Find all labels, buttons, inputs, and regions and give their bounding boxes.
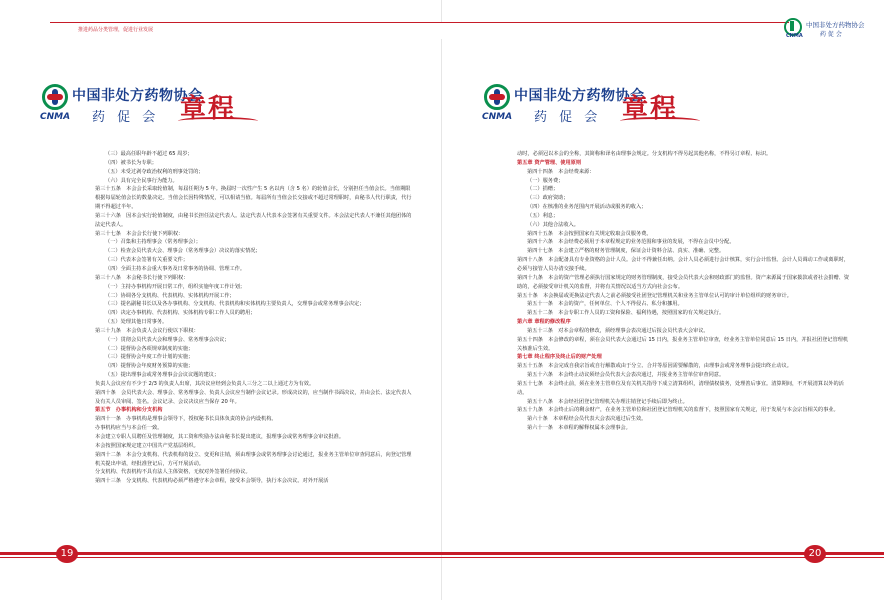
article-line: 第四十三条 分支机构、代表机构必须严格遵守本会章程，接受本会领导，执行本会决议。对外开展活 — [95, 478, 329, 485]
article-line: 第三十八条 本会秘书长行使下列职权： — [95, 274, 189, 281]
section-heading: 第五节 办事机构和分支机构 — [95, 407, 163, 414]
header-abbreviation: CNMA — [786, 33, 803, 39]
association-brand — [482, 82, 722, 127]
article-line: 第六十条 本章程经会员代表大会表决通过后生效。 — [527, 416, 647, 423]
header-small-logo — [784, 18, 874, 42]
article-line: 第五十九条 本会终止后的剩余财产，在业务主管单位和社团登记管理机关的监督下，按照国家有关规定，用于发展与本会宗旨相关的事业。 — [517, 407, 839, 414]
article-line: 第四十八条 本会配备具有专业资格的会计人员。会计不得兼任出纳。会计人员必须进行会计核算，实行会计监督。会计人员调动工作或离职时，必须与接管人员办清交接手续。 — [517, 257, 850, 272]
right-page-text — [517, 150, 852, 433]
article-line: （一）贯彻会员代表大会和理事会、常务理事会决议； — [105, 336, 230, 343]
left-page-text — [95, 150, 415, 486]
article-line: （二）协调各分支机构、代表机构、实体机构开展工作； — [105, 292, 235, 299]
article-line: 第三十六条 因本会实行轮值制度，由秘书长担任法定代表人。法定代表人代表本会签署有关重要文件。本会法定代表人不兼任其他团体的法定代表人。 — [95, 212, 412, 228]
logo-abbreviation: CNMA — [40, 112, 71, 122]
article-line: （六）其他合法收入。 — [527, 221, 579, 228]
article-line: （四）被书长为专职； — [105, 159, 157, 166]
page-footer — [0, 545, 442, 563]
article-line: 动时，必须冠以本会的全称，其简称和译名由理事会规定。分支机构不得另起其他名称，不得另订章程、标识。 — [517, 151, 772, 157]
page-number: 19 — [56, 545, 78, 563]
article-line: （二）检查会员代表大会、理事会（常务理事会）决议的落实情况； — [105, 248, 261, 255]
organization-name: 中国非处方药物协会 — [72, 88, 203, 104]
article-line: （一）服务费； — [527, 177, 564, 184]
article-line: 第四十六条 本会经费必须用于本章程规定的业务范围和事业的发展，不得在会员中分配。 — [527, 239, 735, 246]
article-line: 第五十八条 本会经社团登记管理机关办理注销登记手续后即为终止。 — [527, 398, 688, 405]
organization-subname: 药 促 会 — [92, 110, 160, 125]
article-line: 第五十六条 本会终止动议须经会员代表大会表决通过，并报业务主管单位审查同意。 — [527, 372, 725, 379]
article-line: （一）召集和主持理事会（常务理事会）； — [105, 239, 201, 246]
right-page — [442, 0, 884, 600]
article-line: 第三十五条 本会会长采取轮值制，每届任期为 5 年。换届时一次性产生 5 名以内（含 5 名）的轮值会长，分别担任当值会长。当值期限根据每届轮值会长的数量决定。当值会长因特殊情况，可以相请当值。每届所有当值会长交接或不超过常理职时，由秘书人代行职责，代行期不得超过半年。 — [95, 186, 412, 211]
section-heading: 第七章 终止程序及终止后的财产处理 — [517, 354, 602, 361]
article-line: 第五十条 本会换届或更换法定代表人之前必须接受社团登记管理机关和业务主管单位认可的审计单位组织的财务审计。 — [517, 292, 792, 299]
page-footer — [442, 545, 884, 563]
section-heading: 第六章 章程的修改程序 — [517, 319, 571, 326]
article-line: 本会按照国家规定建立中国共产党基层组织。 — [95, 442, 199, 449]
article-line: 第五十四条 本会修改的章程，须在会员代表大会通过后 15 日内，报业务主管单位审查，经业务主管单位同意后 15 日内，并报社团登记管理机关核准后生效。 — [517, 336, 849, 352]
header-org-name: 中国非处方药物协会 — [806, 21, 865, 29]
article-line: 第三十七条 本会会长行使下列职权： — [95, 230, 184, 237]
article-line: 第五十一条 本会的资产，任何单位、个人不得侵占、私分和挪用。 — [527, 301, 683, 308]
article-line: （六）具有完全民事行为能力。 — [105, 177, 178, 184]
article-line: 办事机构应当与本会任一致。 — [95, 425, 163, 432]
document-title: 章程 — [622, 94, 679, 124]
title-swoosh — [178, 117, 258, 125]
document-title: 章程 — [180, 94, 237, 124]
article-line: （一）主持办事机构开展日常工作，组织实施年度工作计划； — [105, 283, 246, 290]
header-org-subname: 药 促 会 — [820, 31, 842, 38]
page-number: 20 — [804, 545, 826, 563]
article-line: 第四十四条 本会经费来源： — [527, 168, 595, 175]
organization-subname: 药 促 会 — [534, 110, 602, 125]
article-line: 第五十七条 本会终止前，须在业务主管单位及有关机关指导下成立清算组织，清理债权债务，处理善后事宜。清算期间，不开展清算以外的活动。 — [517, 380, 844, 396]
association-brand — [40, 82, 280, 127]
article-line: 第五十三条 对本会章程的修改，须经理事会表决通过后报会员代表大会审议。 — [527, 327, 709, 334]
article-line: 分支机构、代表机构不具有法人主体资格，无权对外签署任何协议。 — [95, 469, 251, 476]
article-line: （五）处理其他日常事务。 — [105, 319, 168, 326]
header-rule — [442, 22, 789, 39]
article-line: （三）政府资助； — [527, 195, 569, 202]
article-line: （二）提督协会各项规章制度的实施； — [105, 345, 194, 352]
article-line: （四）在核准的业务范围内开展活动或服务的收入； — [527, 204, 647, 211]
article-line: 第四十七条 本会建立严格的财务管理制度，保证会计资料合法、真实、准确、完整。 — [527, 248, 725, 255]
article-line: 本会建立专职人员聘任及管理制度，其工资和奖励办法由秘书长提出建议，报理事会或常务理事会审议批准。 — [95, 434, 345, 440]
header-tagline: 推进药品分类管理，促进行业发展 — [78, 27, 154, 33]
article-line: （三）提督协会年度工作计划的实施； — [105, 354, 194, 361]
article-line: 第五十二条 本会专职工作人员的工资和保险、福利待遇，按照国家的有关规定执行。 — [527, 310, 725, 317]
article-line: 第六十一条 本章程的解释权属本会理事会。 — [527, 425, 631, 432]
article-line: 第四十五条 本会按照国家有关规定收取会员服务费。 — [527, 230, 652, 237]
logo-abbreviation: CNMA — [482, 112, 513, 122]
article-line: 第四十九条 本会的资产管理必须执行国家规定的财务管理制度，接受会员代表大会和财政部门的监督。资产来源属于国家拨款或者社会捐赠、资助的，必须接受审计机关的监督，并将有关情况以适当方式向社会公布。 — [517, 274, 850, 290]
article-line: （二）捐赠； — [527, 186, 559, 193]
article-line: （四）全面主持本会重大事务及日常事务的协调、管理工作。 — [105, 265, 246, 272]
section-heading: 第五章 资产管理、使用原则 — [517, 159, 582, 166]
article-line: 第四十一条 办事机构是理事会领导下，授权秘书长具体负责的协会内设机构。 — [95, 416, 277, 423]
article-line: （五）利息； — [527, 212, 559, 219]
article-line: （四）提督协会年度财务预算的实施； — [105, 363, 194, 370]
article-line: （三）最高任职年龄不超过 65 周岁； — [105, 151, 193, 157]
article-line: 第四十条 会员代表大会、理事会、常务理事会、负责人会议应当制作会议记录。形成决议的，应当制作书面决议，并由会长、法定代表人及有关人员审阅、签名。会议记录、会议决议应当保存 20 年。 — [95, 389, 412, 405]
association-logo-icon — [42, 84, 68, 110]
title-swoosh — [620, 117, 700, 125]
article-line: （三）提名副秘书长以及各办事机构、分支机构、代表机构和实体机构主要负责人，交理事会或常务理事会决定； — [105, 301, 365, 308]
organization-name: 中国非处方药物协会 — [514, 88, 645, 104]
article-line: 第三十九条 本会负责人会议行使以下职权： — [95, 327, 199, 334]
article-line: 第四十二条 本会分支机构、代表机构的设立、变更和注销，须由理事会或常务理事会讨论通过，报业务主管单位审查同意后，向登记管理机关提出申请，经批准登记后，方可开展活动。 — [95, 451, 412, 467]
article-line: （五）提出理事会或常务理事会会议议题的建议； — [105, 372, 220, 379]
article-line: 第五十五条 本会完成自我宗旨或自行解散或由于分立、合并等原因需要解散的，由理事会或常务理事会提出终止动议。 — [517, 363, 792, 370]
article-line: 负责人会议应有不少于 2/3 的负责人出席，其决议应经到会负责人三分之二以上通过方为有效。 — [95, 380, 315, 387]
article-line: （三）代表本会签署有关重要文件； — [105, 257, 189, 264]
article-line: （四）决定办事机构、代表机构、实体机构专职工作人员的聘用； — [105, 310, 256, 317]
article-line: （五）未受过剥夺政治权利的刑事处罚的； — [105, 168, 204, 175]
association-logo-icon — [484, 84, 510, 110]
